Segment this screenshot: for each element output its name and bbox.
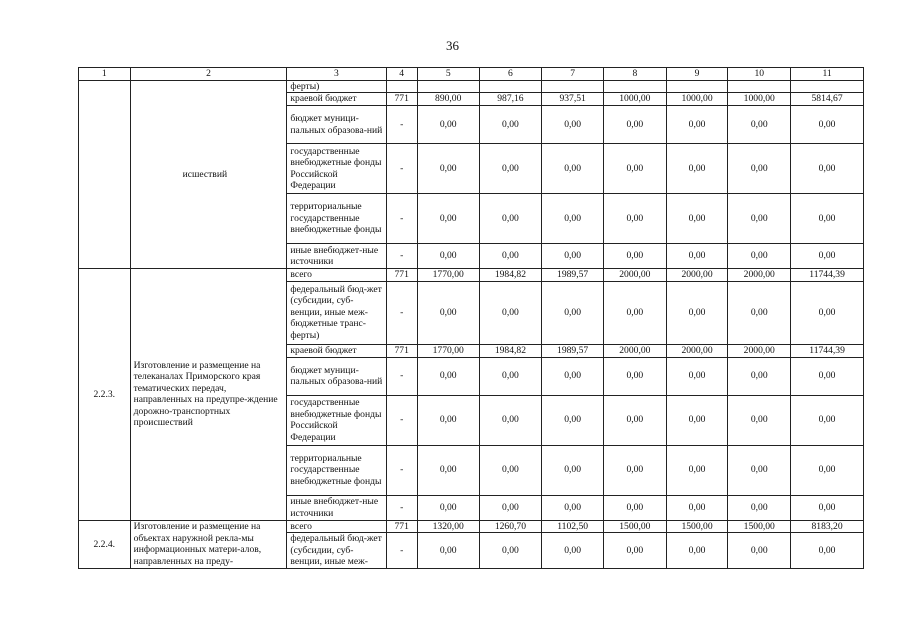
amount-cell: 0,00	[479, 244, 542, 269]
column-header-4: 4	[386, 68, 417, 81]
amount-cell: 0,00	[542, 395, 604, 445]
amount-cell: 0,00	[791, 144, 864, 194]
amount-cell: 0,00	[542, 144, 604, 194]
amount-cell: 0,00	[728, 495, 791, 520]
grbs-code: -	[386, 244, 417, 269]
item-name: Изготовление и размещение на телеканалах Приморского края тематических передач, направленных на предупре-ждение дорожно-транспортных происшествий	[130, 269, 287, 521]
amount-cell: 0,00	[479, 533, 542, 569]
amount-cell: 0,00	[728, 357, 791, 395]
item-code	[79, 80, 131, 269]
amount-cell: 0,00	[603, 445, 666, 495]
amount-cell: 0,00	[417, 194, 479, 244]
grbs-code: -	[386, 281, 417, 344]
amount-cell: 0,00	[479, 445, 542, 495]
funding-source: иные внебюджет-ные источники	[287, 495, 386, 520]
amount-cell: 937,51	[542, 93, 604, 106]
header-row	[79, 68, 864, 81]
amount-cell: 0,00	[603, 357, 666, 395]
amount-cell: 0,00	[542, 445, 604, 495]
amount-cell: 0,00	[479, 194, 542, 244]
grbs-code: -	[386, 533, 417, 569]
amount-cell: 1000,00	[728, 93, 791, 106]
amount-cell: 0,00	[479, 495, 542, 520]
grbs-code: -	[386, 194, 417, 244]
budget-table	[78, 67, 864, 569]
amount-cell: 2000,00	[666, 344, 728, 357]
amount-cell: 1260,70	[479, 520, 542, 533]
amount-cell: 11744,39	[791, 344, 864, 357]
amount-cell: 987,16	[479, 93, 542, 106]
column-header-1: 1	[79, 68, 131, 81]
amount-cell: 2000,00	[666, 269, 728, 282]
amount-cell: 1984,82	[479, 344, 542, 357]
funding-source: территориальные государственные внебюджетные фонды	[287, 194, 386, 244]
column-header-10: 10	[728, 68, 791, 81]
amount-cell: 0,00	[417, 244, 479, 269]
funding-source: всего	[287, 269, 386, 282]
funding-source: краевой бюджет	[287, 93, 386, 106]
amount-cell: 0,00	[666, 244, 728, 269]
funding-source: федеральный бюд-жет (субсидии, суб-венции, иные меж-бюджетные транс-ферты)	[287, 281, 386, 344]
table-row	[79, 520, 864, 533]
amount-cell: 0,00	[479, 357, 542, 395]
amount-cell: 0,00	[791, 533, 864, 569]
funding-source: государственные внебюджетные фонды Российской Федерации	[287, 144, 386, 194]
amount-cell: 0,00	[417, 445, 479, 495]
funding-source: всего	[287, 520, 386, 533]
amount-cell: 1000,00	[666, 93, 728, 106]
amount-cell	[542, 80, 604, 93]
column-header-8: 8	[603, 68, 666, 81]
amount-cell	[479, 80, 542, 93]
amount-cell: 0,00	[603, 194, 666, 244]
amount-cell: 0,00	[728, 194, 791, 244]
amount-cell: 0,00	[417, 106, 479, 144]
item-code: 2.2.3.	[79, 269, 131, 521]
funding-source: краевой бюджет	[287, 344, 386, 357]
amount-cell: 0,00	[791, 106, 864, 144]
amount-cell: 0,00	[666, 144, 728, 194]
amount-cell: 0,00	[542, 106, 604, 144]
amount-cell: 5814,67	[791, 93, 864, 106]
amount-cell: 1500,00	[666, 520, 728, 533]
amount-cell: 0,00	[791, 495, 864, 520]
amount-cell	[417, 80, 479, 93]
amount-cell: 1770,00	[417, 344, 479, 357]
funding-source: иные внебюджет-ные источники	[287, 244, 386, 269]
amount-cell: 1989,57	[542, 344, 604, 357]
funding-source: федеральный бюд-жет (субсидии, суб-венции, иные меж-	[287, 533, 386, 569]
grbs-code: 771	[386, 520, 417, 533]
amount-cell	[666, 80, 728, 93]
amount-cell	[791, 80, 864, 93]
amount-cell: 0,00	[603, 244, 666, 269]
amount-cell: 2000,00	[603, 269, 666, 282]
amount-cell: 0,00	[666, 395, 728, 445]
amount-cell: 0,00	[791, 395, 864, 445]
amount-cell: 0,00	[542, 533, 604, 569]
funding-source: бюджет муници-пальных образова-ний	[287, 357, 386, 395]
amount-cell: 8183,20	[791, 520, 864, 533]
amount-cell: 0,00	[666, 194, 728, 244]
amount-cell: 890,00	[417, 93, 479, 106]
grbs-code: -	[386, 445, 417, 495]
amount-cell: 0,00	[728, 445, 791, 495]
amount-cell: 0,00	[542, 357, 604, 395]
column-header-2: 2	[130, 68, 287, 81]
amount-cell: 1989,57	[542, 269, 604, 282]
amount-cell: 0,00	[417, 357, 479, 395]
amount-cell: 2000,00	[728, 344, 791, 357]
amount-cell: 0,00	[603, 533, 666, 569]
funding-source: государственные внебюджетные фонды Российской Федерации	[287, 395, 386, 445]
amount-cell: 0,00	[603, 106, 666, 144]
amount-cell: 0,00	[479, 281, 542, 344]
column-header-3: 3	[287, 68, 386, 81]
amount-cell: 0,00	[479, 106, 542, 144]
amount-cell: 0,00	[728, 144, 791, 194]
amount-cell	[728, 80, 791, 93]
column-header-9: 9	[666, 68, 728, 81]
amount-cell: 0,00	[728, 533, 791, 569]
amount-cell: 0,00	[603, 495, 666, 520]
amount-cell	[603, 80, 666, 93]
amount-cell: 1000,00	[603, 93, 666, 106]
amount-cell: 1500,00	[603, 520, 666, 533]
column-header-6: 6	[479, 68, 542, 81]
amount-cell: 0,00	[603, 395, 666, 445]
amount-cell: 0,00	[666, 281, 728, 344]
amount-cell: 0,00	[542, 495, 604, 520]
amount-cell: 0,00	[791, 244, 864, 269]
column-header-7: 7	[542, 68, 604, 81]
funding-source: территориальные государственные внебюджетные фонды	[287, 445, 386, 495]
amount-cell: 0,00	[542, 194, 604, 244]
amount-cell: 0,00	[666, 445, 728, 495]
column-header-11: 11	[791, 68, 864, 81]
amount-cell: 0,00	[603, 281, 666, 344]
table-row	[79, 80, 864, 93]
amount-cell: 2000,00	[603, 344, 666, 357]
grbs-code: -	[386, 357, 417, 395]
grbs-code	[386, 80, 417, 93]
amount-cell: 0,00	[791, 357, 864, 395]
amount-cell: 0,00	[417, 144, 479, 194]
amount-cell: 0,00	[479, 395, 542, 445]
grbs-code: -	[386, 106, 417, 144]
amount-cell: 0,00	[666, 533, 728, 569]
amount-cell: 0,00	[417, 533, 479, 569]
item-name: Изготовление и размещение на объектах наружной рекла-мы информационных матери-алов, направленных на преду-	[130, 520, 287, 569]
amount-cell: 0,00	[791, 194, 864, 244]
amount-cell: 11744,39	[791, 269, 864, 282]
grbs-code: -	[386, 495, 417, 520]
funding-source: ферты)	[287, 80, 386, 93]
amount-cell: 0,00	[791, 281, 864, 344]
amount-cell: 2000,00	[728, 269, 791, 282]
table-body	[79, 68, 864, 569]
item-name: исшествий	[130, 80, 287, 269]
grbs-code: 771	[386, 93, 417, 106]
amount-cell: 0,00	[728, 281, 791, 344]
grbs-code: -	[386, 395, 417, 445]
amount-cell: 0,00	[728, 244, 791, 269]
page-number: 36	[446, 38, 459, 53]
amount-cell: 0,00	[542, 244, 604, 269]
table-row	[79, 269, 864, 282]
amount-cell: 0,00	[603, 144, 666, 194]
amount-cell: 0,00	[666, 495, 728, 520]
amount-cell: 0,00	[417, 395, 479, 445]
amount-cell: 0,00	[728, 395, 791, 445]
amount-cell: 0,00	[417, 281, 479, 344]
amount-cell: 0,00	[791, 445, 864, 495]
amount-cell: 1984,82	[479, 269, 542, 282]
grbs-code: 771	[386, 344, 417, 357]
amount-cell: 1320,00	[417, 520, 479, 533]
item-code: 2.2.4.	[79, 520, 131, 569]
amount-cell: 0,00	[666, 357, 728, 395]
amount-cell: 1770,00	[417, 269, 479, 282]
grbs-code: 771	[386, 269, 417, 282]
amount-cell: 1500,00	[728, 520, 791, 533]
amount-cell: 0,00	[479, 144, 542, 194]
amount-cell: 0,00	[728, 106, 791, 144]
amount-cell: 1102,50	[542, 520, 604, 533]
amount-cell: 0,00	[417, 495, 479, 520]
amount-cell: 0,00	[542, 281, 604, 344]
amount-cell: 0,00	[666, 106, 728, 144]
funding-source: бюджет муници-пальных образова-ний	[287, 106, 386, 144]
column-header-5: 5	[417, 68, 479, 81]
grbs-code: -	[386, 144, 417, 194]
